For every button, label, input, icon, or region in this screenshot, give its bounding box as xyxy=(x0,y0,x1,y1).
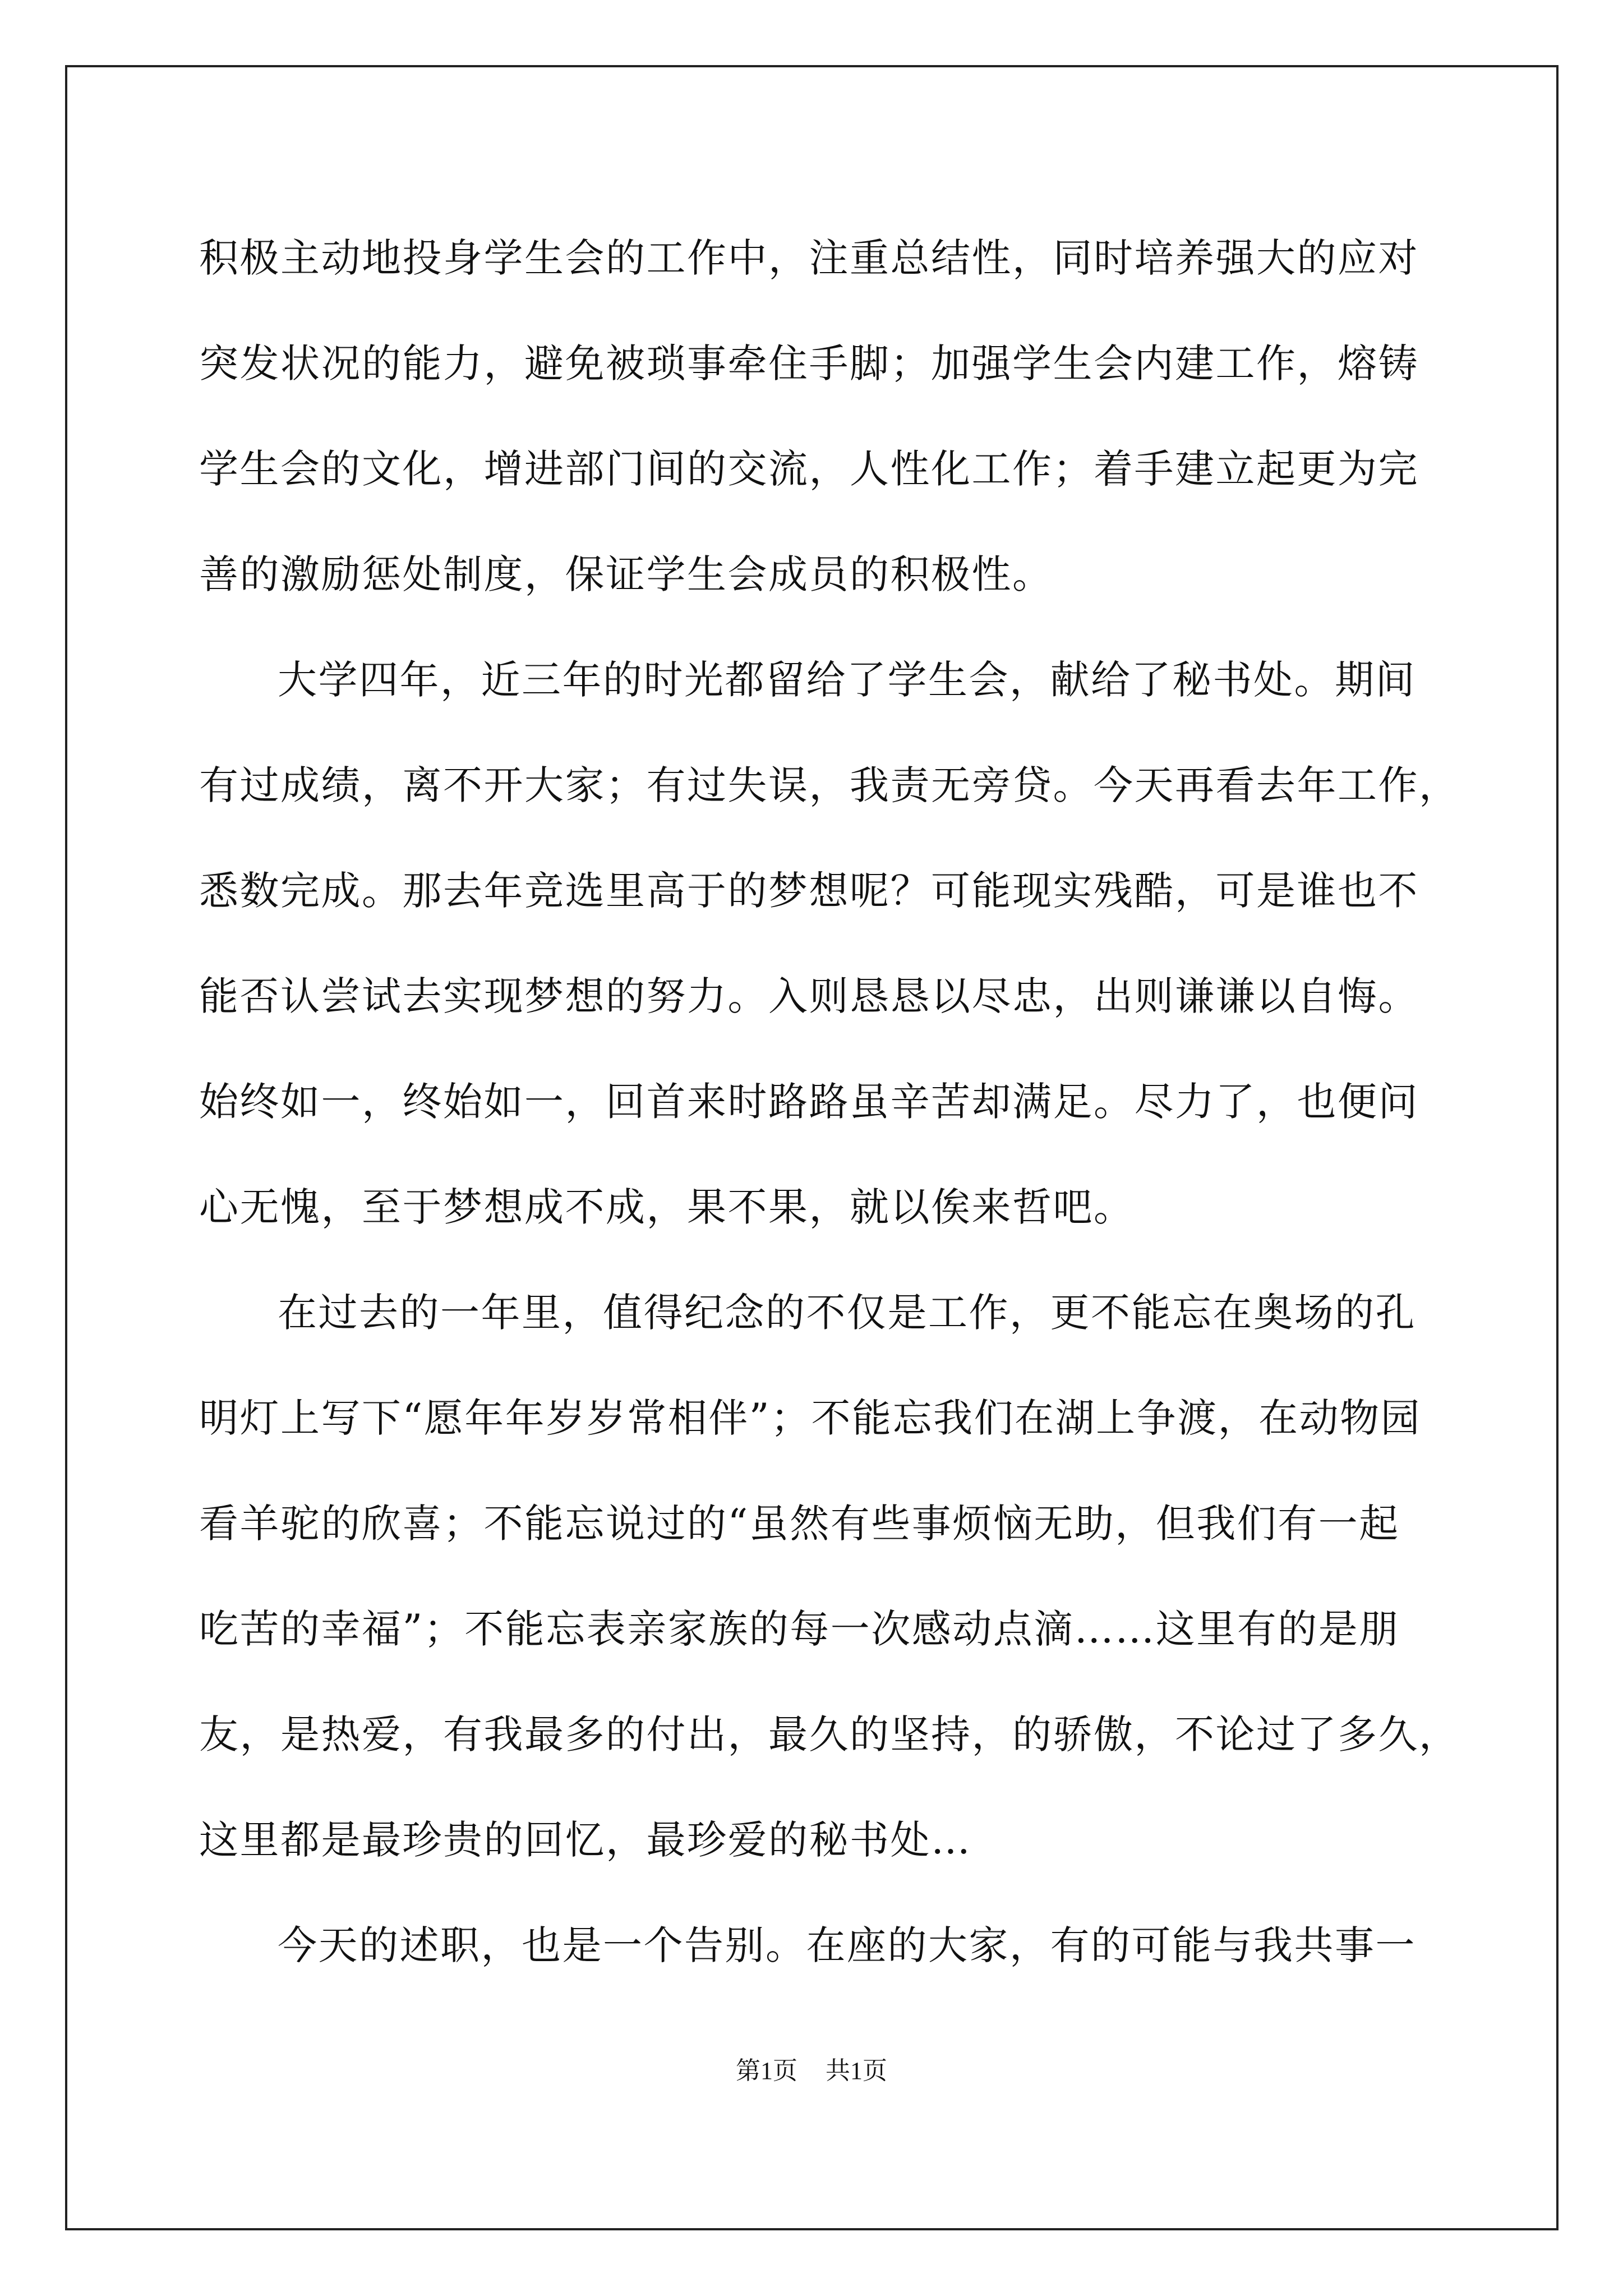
page-number-total: 共1页 xyxy=(826,2057,887,2085)
text-line: 悉数完成。那去年竞选里高于的梦想呢？可能现实残酷，可是谁也不 xyxy=(199,868,1419,914)
text-line: 吃苦的幸福”；不能忘表亲家族的每一次感动点滴……这里有的是朋 xyxy=(199,1606,1400,1652)
document-body xyxy=(199,216,1460,2009)
text-line: 学生会的文化，增进部门间的交流，人性化工作；着手建立起更为完 xyxy=(199,446,1419,492)
text-line: 善的激励惩处制度，保证学生会成员的积极性。 xyxy=(199,551,1053,597)
text-line: 突发状况的能力，避免被琐事牵住手脚；加强学生会内建工作，熔铸 xyxy=(199,341,1419,386)
text-line: 明灯上写下“愿年年岁岁常相伴”；不能忘我们在湖上争渡，在动物园 xyxy=(199,1395,1422,1441)
page-number-current: 第1页 xyxy=(736,2057,797,2085)
page-footer xyxy=(0,2050,1623,2086)
paragraph-first-line: 今天的述职，也是一个告别。在座的大家，有的可能与我共事一 xyxy=(278,1922,1416,1968)
text-line: 有过成绩，离不开大家；有过失误，我责无旁贷。今天再看去年工作， xyxy=(199,762,1460,808)
paragraph-first-line: 在过去的一年里，值得纪念的不仅是工作，更不能忘在奥场的孔 xyxy=(278,1290,1416,1336)
paragraph-first-line: 大学四年，近三年的时光都留给了学生会，献给了秘书处。期间 xyxy=(278,657,1416,703)
text-line: 这里都是最珍贵的回忆，最珍爱的秘书处… xyxy=(199,1817,972,1863)
text-line: 友，是热爱，有我最多的付出，最久的坚持，的骄傲，不论过了多久， xyxy=(199,1711,1460,1757)
text-line: 积极主动地投身学生会的工作中，注重总结性，同时培养强大的应对 xyxy=(199,235,1419,281)
text-line: 始终如一，终始如一，回首来时路路虽辛苦却满足。尽力了，也便问 xyxy=(199,1079,1419,1125)
text-line: 心无愧，至于梦想成不成，果不果，就以俟来哲吧。 xyxy=(199,1184,1135,1230)
text-line: 能否认尝试去实现梦想的努力。入则恳恳以尽忠，出则谦谦以自悔。 xyxy=(199,973,1419,1019)
text-line: 看羊驼的欣喜；不能忘说过的“虽然有些事烦恼无助，但我们有一起 xyxy=(199,1501,1400,1547)
